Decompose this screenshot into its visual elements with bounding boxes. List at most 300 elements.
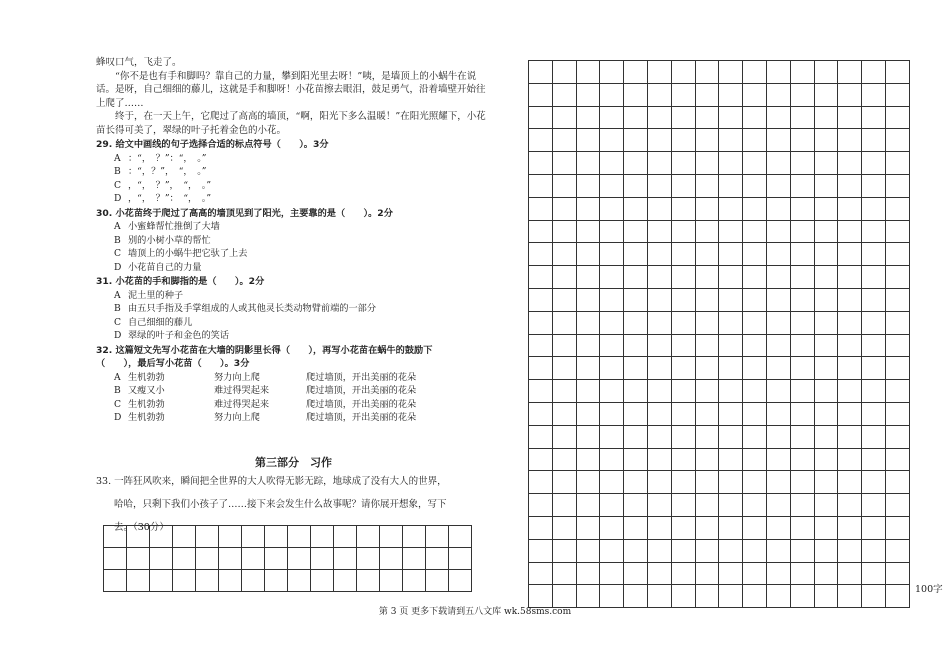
grid-cell[interactable] — [449, 526, 472, 548]
grid-cell[interactable] — [357, 570, 380, 592]
grid-cell[interactable] — [814, 516, 838, 539]
grid-cell[interactable] — [552, 539, 576, 562]
grid-cell[interactable] — [529, 106, 553, 129]
grid-cell[interactable] — [838, 152, 862, 175]
grid-cell[interactable] — [334, 526, 357, 548]
grid-cell[interactable] — [529, 402, 553, 425]
grid-cell[interactable] — [671, 448, 695, 471]
grid-cell[interactable] — [790, 539, 814, 562]
grid-cell[interactable] — [671, 152, 695, 175]
grid-cell[interactable] — [838, 357, 862, 380]
grid-cell[interactable] — [766, 220, 790, 243]
grid-cell[interactable] — [671, 61, 695, 84]
grid-cell[interactable] — [814, 402, 838, 425]
grid-cell[interactable] — [624, 288, 648, 311]
grid-cell[interactable] — [885, 220, 909, 243]
grid-cell[interactable] — [814, 174, 838, 197]
grid-cell[interactable] — [576, 311, 600, 334]
grid-cell[interactable] — [743, 288, 767, 311]
grid-cell[interactable] — [862, 152, 886, 175]
grid-cell[interactable] — [173, 548, 196, 570]
grid-cell[interactable] — [624, 448, 648, 471]
grid-cell[interactable] — [862, 402, 886, 425]
grid-cell[interactable] — [529, 539, 553, 562]
grid-cell[interactable] — [862, 357, 886, 380]
grid-cell[interactable] — [671, 197, 695, 220]
grid-cell[interactable] — [719, 402, 743, 425]
grid-cell[interactable] — [862, 516, 886, 539]
grid-cell[interactable] — [838, 266, 862, 289]
grid-cell[interactable] — [695, 106, 719, 129]
grid-cell[interactable] — [600, 106, 624, 129]
grid-cell[interactable] — [790, 334, 814, 357]
grid-cell[interactable] — [529, 334, 553, 357]
grid-cell[interactable] — [576, 243, 600, 266]
q32-option-c[interactable]: C 生机勃勃 难过得哭起来 爬过墙顶，开出美丽的花朵 — [114, 398, 417, 410]
grid-cell[interactable] — [790, 174, 814, 197]
grid-cell[interactable] — [862, 129, 886, 152]
grid-cell[interactable] — [719, 61, 743, 84]
grid-cell[interactable] — [885, 334, 909, 357]
grid-cell[interactable] — [624, 334, 648, 357]
grid-cell[interactable] — [380, 526, 403, 548]
grid-cell[interactable] — [600, 152, 624, 175]
q32-option-d[interactable]: D 生机勃勃 努力向上爬 爬过墙顶，开出美丽的花朵 — [114, 412, 417, 423]
grid-cell[interactable] — [600, 311, 624, 334]
grid-cell[interactable] — [743, 357, 767, 380]
grid-cell[interactable] — [719, 243, 743, 266]
grid-cell[interactable] — [242, 570, 265, 592]
q31-option-a[interactable]: A 泥土里的种子 — [114, 289, 184, 301]
grid-cell[interactable] — [576, 288, 600, 311]
grid-cell[interactable] — [743, 311, 767, 334]
grid-cell[interactable] — [885, 380, 909, 403]
grid-cell[interactable] — [743, 106, 767, 129]
grid-cell[interactable] — [196, 548, 219, 570]
grid-cell[interactable] — [624, 174, 648, 197]
grid-cell[interactable] — [552, 425, 576, 448]
grid-cell[interactable] — [838, 448, 862, 471]
grid-cell[interactable] — [719, 288, 743, 311]
grid-cell[interactable] — [885, 266, 909, 289]
grid-cell[interactable] — [695, 174, 719, 197]
grid-cell[interactable] — [647, 539, 671, 562]
grid-cell[interactable] — [862, 494, 886, 517]
grid-cell[interactable] — [552, 516, 576, 539]
grid-cell[interactable] — [403, 526, 426, 548]
grid-cell[interactable] — [647, 311, 671, 334]
grid-cell[interactable] — [671, 288, 695, 311]
grid-cell[interactable] — [695, 197, 719, 220]
grid-cell[interactable] — [529, 357, 553, 380]
grid-cell[interactable] — [814, 197, 838, 220]
grid-cell[interactable] — [885, 129, 909, 152]
grid-cell[interactable] — [766, 516, 790, 539]
grid-cell[interactable] — [743, 494, 767, 517]
grid-cell[interactable] — [552, 288, 576, 311]
grid-cell[interactable] — [838, 83, 862, 106]
grid-cell[interactable] — [719, 380, 743, 403]
grid-cell[interactable] — [600, 402, 624, 425]
grid-cell[interactable] — [885, 106, 909, 129]
grid-cell[interactable] — [885, 448, 909, 471]
grid-cell[interactable] — [743, 83, 767, 106]
grid-cell[interactable] — [695, 152, 719, 175]
grid-cell[interactable] — [766, 243, 790, 266]
grid-cell[interactable] — [790, 471, 814, 494]
grid-cell[interactable] — [529, 494, 553, 517]
grid-cell[interactable] — [695, 357, 719, 380]
grid-cell[interactable] — [552, 83, 576, 106]
grid-cell[interactable] — [624, 380, 648, 403]
q32-option-b[interactable]: B 又瘦又小 难过得哭起来 爬过墙顶，开出美丽的花朵 — [114, 385, 417, 396]
grid-cell[interactable] — [719, 357, 743, 380]
grid-cell[interactable] — [647, 357, 671, 380]
grid-cell[interactable] — [814, 243, 838, 266]
grid-cell[interactable] — [426, 526, 449, 548]
grid-cell[interactable] — [743, 425, 767, 448]
grid-cell[interactable] — [600, 334, 624, 357]
grid-cell[interactable] — [529, 311, 553, 334]
grid-cell[interactable] — [862, 288, 886, 311]
q30-option-d[interactable]: D 小花苗自己的力量 — [114, 261, 202, 273]
grid-cell[interactable] — [743, 243, 767, 266]
grid-cell[interactable] — [288, 548, 311, 570]
grid-cell[interactable] — [529, 425, 553, 448]
grid-cell[interactable] — [671, 129, 695, 152]
q29-option-a[interactable]: A ：“， ？”：“， 。” — [114, 152, 207, 164]
grid-cell[interactable] — [695, 83, 719, 106]
grid-cell[interactable] — [790, 243, 814, 266]
grid-cell[interactable] — [885, 311, 909, 334]
grid-cell[interactable] — [647, 106, 671, 129]
grid-cell[interactable] — [885, 516, 909, 539]
grid-cell[interactable] — [766, 539, 790, 562]
grid-cell[interactable] — [671, 516, 695, 539]
grid-cell[interactable] — [695, 288, 719, 311]
grid-cell[interactable] — [624, 220, 648, 243]
grid-cell[interactable] — [529, 129, 553, 152]
grid-cell[interactable] — [576, 539, 600, 562]
grid-cell[interactable] — [624, 402, 648, 425]
grid-cell[interactable] — [766, 311, 790, 334]
grid-cell[interactable] — [173, 570, 196, 592]
grid-cell[interactable] — [600, 129, 624, 152]
grid-cell[interactable] — [790, 562, 814, 585]
grid-cell[interactable] — [862, 539, 886, 562]
grid-cell[interactable] — [838, 197, 862, 220]
grid-cell[interactable] — [624, 311, 648, 334]
grid-cell[interactable] — [600, 380, 624, 403]
grid-cell[interactable] — [576, 152, 600, 175]
grid-cell[interactable] — [838, 562, 862, 585]
grid-cell[interactable] — [743, 334, 767, 357]
grid-cell[interactable] — [838, 243, 862, 266]
grid-cell[interactable] — [766, 334, 790, 357]
grid-cell[interactable] — [814, 562, 838, 585]
grid-cell[interactable] — [885, 152, 909, 175]
grid-cell[interactable] — [743, 562, 767, 585]
grid-cell[interactable] — [529, 152, 553, 175]
grid-cell[interactable] — [600, 288, 624, 311]
grid-cell[interactable] — [624, 539, 648, 562]
grid-cell[interactable] — [647, 562, 671, 585]
grid-cell[interactable] — [862, 197, 886, 220]
grid-cell[interactable] — [576, 448, 600, 471]
q31-option-d[interactable]: D 翠绿的叶子和金色的笑话 — [114, 330, 230, 341]
grid-cell[interactable] — [814, 471, 838, 494]
grid-cell[interactable] — [600, 266, 624, 289]
grid-cell[interactable] — [671, 425, 695, 448]
grid-cell[interactable] — [814, 380, 838, 403]
grid-cell[interactable] — [766, 562, 790, 585]
grid-cell[interactable] — [576, 471, 600, 494]
grid-cell[interactable] — [766, 448, 790, 471]
grid-cell[interactable] — [743, 448, 767, 471]
grid-cell[interactable] — [719, 471, 743, 494]
grid-cell[interactable] — [380, 548, 403, 570]
grid-cell[interactable] — [790, 380, 814, 403]
grid-cell[interactable] — [104, 526, 127, 548]
grid-cell[interactable] — [624, 516, 648, 539]
grid-cell[interactable] — [576, 129, 600, 152]
grid-cell[interactable] — [242, 526, 265, 548]
grid-cell[interactable] — [719, 311, 743, 334]
grid-cell[interactable] — [624, 61, 648, 84]
grid-cell[interactable] — [719, 266, 743, 289]
q30-option-b[interactable]: B 别的小树小草的帮忙 — [114, 234, 211, 246]
grid-cell[interactable] — [790, 357, 814, 380]
grid-cell[interactable] — [552, 152, 576, 175]
grid-cell[interactable] — [790, 425, 814, 448]
grid-cell[interactable] — [647, 174, 671, 197]
grid-cell[interactable] — [862, 106, 886, 129]
grid-cell[interactable] — [885, 243, 909, 266]
grid-cell[interactable] — [529, 266, 553, 289]
grid-cell[interactable] — [127, 548, 150, 570]
grid-cell[interactable] — [790, 311, 814, 334]
grid-cell[interactable] — [104, 570, 127, 592]
grid-cell[interactable] — [885, 494, 909, 517]
grid-cell[interactable] — [838, 129, 862, 152]
grid-cell[interactable] — [862, 61, 886, 84]
grid-cell[interactable] — [885, 174, 909, 197]
grid-cell[interactable] — [150, 548, 173, 570]
grid-cell[interactable] — [695, 448, 719, 471]
grid-cell[interactable] — [695, 562, 719, 585]
grid-cell[interactable] — [719, 106, 743, 129]
grid-cell[interactable] — [624, 357, 648, 380]
grid-cell[interactable] — [695, 380, 719, 403]
grid-cell[interactable] — [719, 448, 743, 471]
grid-cell[interactable] — [814, 311, 838, 334]
grid-cell[interactable] — [719, 516, 743, 539]
grid-cell[interactable] — [334, 570, 357, 592]
grid-cell[interactable] — [576, 562, 600, 585]
grid-cell[interactable] — [838, 334, 862, 357]
grid-cell[interactable] — [671, 106, 695, 129]
grid-cell[interactable] — [576, 197, 600, 220]
grid-cell[interactable] — [766, 61, 790, 84]
grid-cell[interactable] — [647, 266, 671, 289]
grid-cell[interactable] — [719, 174, 743, 197]
grid-cell[interactable] — [552, 197, 576, 220]
grid-cell[interactable] — [814, 106, 838, 129]
grid-cell[interactable] — [576, 106, 600, 129]
grid-cell[interactable] — [671, 243, 695, 266]
grid-cell[interactable] — [647, 220, 671, 243]
grid-cell[interactable] — [647, 83, 671, 106]
grid-cell[interactable] — [838, 106, 862, 129]
grid-cell[interactable] — [838, 471, 862, 494]
grid-cell[interactable] — [242, 548, 265, 570]
grid-cell[interactable] — [766, 425, 790, 448]
grid-cell[interactable] — [695, 402, 719, 425]
q30-option-c[interactable]: C 墙顶上的小蜗牛把它驮了上去 — [114, 248, 248, 259]
grid-cell[interactable] — [552, 448, 576, 471]
grid-cell[interactable] — [334, 548, 357, 570]
grid-cell[interactable] — [862, 448, 886, 471]
grid-cell[interactable] — [552, 334, 576, 357]
grid-cell[interactable] — [814, 129, 838, 152]
grid-cell[interactable] — [265, 548, 288, 570]
grid-cell[interactable] — [743, 539, 767, 562]
grid-cell[interactable] — [647, 380, 671, 403]
grid-cell[interactable] — [766, 288, 790, 311]
grid-cell[interactable] — [766, 402, 790, 425]
grid-cell[interactable] — [671, 539, 695, 562]
grid-cell[interactable] — [790, 448, 814, 471]
grid-cell[interactable] — [790, 83, 814, 106]
grid-cell[interactable] — [814, 61, 838, 84]
grid-cell[interactable] — [885, 425, 909, 448]
grid-cell[interactable] — [600, 197, 624, 220]
grid-cell[interactable] — [838, 516, 862, 539]
grid-cell[interactable] — [624, 425, 648, 448]
grid-cell[interactable] — [576, 61, 600, 84]
grid-cell[interactable] — [743, 266, 767, 289]
grid-cell[interactable] — [104, 548, 127, 570]
grid-cell[interactable] — [790, 152, 814, 175]
grid-cell[interactable] — [600, 174, 624, 197]
grid-cell[interactable] — [576, 83, 600, 106]
grid-cell[interactable] — [862, 334, 886, 357]
grid-cell[interactable] — [766, 83, 790, 106]
grid-cell[interactable] — [219, 570, 242, 592]
q30-option-a[interactable]: A 小蜜蜂帮忙推倒了大墙 — [114, 221, 220, 232]
grid-cell[interactable] — [885, 61, 909, 84]
grid-cell[interactable] — [790, 61, 814, 84]
grid-cell[interactable] — [600, 494, 624, 517]
grid-cell[interactable] — [790, 197, 814, 220]
grid-cell[interactable] — [529, 516, 553, 539]
grid-cell[interactable] — [403, 548, 426, 570]
grid-cell[interactable] — [552, 106, 576, 129]
grid-cell[interactable] — [624, 243, 648, 266]
grid-cell[interactable] — [576, 516, 600, 539]
grid-cell[interactable] — [624, 106, 648, 129]
grid-cell[interactable] — [814, 152, 838, 175]
grid-cell[interactable] — [576, 220, 600, 243]
grid-cell[interactable] — [790, 129, 814, 152]
grid-cell[interactable] — [885, 83, 909, 106]
grid-cell[interactable] — [862, 83, 886, 106]
grid-cell[interactable] — [576, 266, 600, 289]
grid-cell[interactable] — [671, 266, 695, 289]
grid-cell[interactable] — [719, 220, 743, 243]
grid-cell[interactable] — [695, 539, 719, 562]
grid-cell[interactable] — [552, 174, 576, 197]
grid-cell[interactable] — [196, 526, 219, 548]
grid-cell[interactable] — [647, 334, 671, 357]
grid-cell[interactable] — [766, 471, 790, 494]
grid-cell[interactable] — [790, 494, 814, 517]
grid-cell[interactable] — [600, 61, 624, 84]
grid-cell[interactable] — [671, 334, 695, 357]
grid-cell[interactable] — [719, 539, 743, 562]
grid-cell[interactable] — [529, 243, 553, 266]
grid-cell[interactable] — [790, 106, 814, 129]
grid-cell[interactable] — [671, 174, 695, 197]
grid-cell[interactable] — [624, 266, 648, 289]
writing-grid-large[interactable] — [528, 60, 910, 608]
grid-cell[interactable] — [600, 471, 624, 494]
grid-cell[interactable] — [814, 357, 838, 380]
grid-cell[interactable] — [600, 220, 624, 243]
grid-cell[interactable] — [743, 380, 767, 403]
grid-cell[interactable] — [885, 288, 909, 311]
grid-cell[interactable] — [552, 380, 576, 403]
grid-cell[interactable] — [862, 425, 886, 448]
grid-cell[interactable] — [838, 494, 862, 517]
grid-cell[interactable] — [766, 357, 790, 380]
grid-cell[interactable] — [529, 220, 553, 243]
grid-cell[interactable] — [695, 311, 719, 334]
grid-cell[interactable] — [311, 570, 334, 592]
grid-cell[interactable] — [885, 402, 909, 425]
grid-cell[interactable] — [624, 562, 648, 585]
grid-cell[interactable] — [695, 243, 719, 266]
grid-cell[interactable] — [766, 266, 790, 289]
grid-cell[interactable] — [624, 471, 648, 494]
grid-cell[interactable] — [647, 288, 671, 311]
grid-cell[interactable] — [695, 220, 719, 243]
grid-cell[interactable] — [576, 494, 600, 517]
grid-cell[interactable] — [838, 174, 862, 197]
grid-cell[interactable] — [719, 152, 743, 175]
grid-cell[interactable] — [552, 266, 576, 289]
grid-cell[interactable] — [743, 152, 767, 175]
grid-cell[interactable] — [862, 311, 886, 334]
grid-cell[interactable] — [624, 83, 648, 106]
grid-cell[interactable] — [719, 334, 743, 357]
grid-cell[interactable] — [790, 220, 814, 243]
grid-cell[interactable] — [862, 243, 886, 266]
grid-cell[interactable] — [743, 129, 767, 152]
grid-cell[interactable] — [814, 448, 838, 471]
grid-cell[interactable] — [576, 402, 600, 425]
grid-cell[interactable] — [838, 539, 862, 562]
grid-cell[interactable] — [695, 266, 719, 289]
grid-cell[interactable] — [671, 562, 695, 585]
grid-cell[interactable] — [600, 83, 624, 106]
grid-cell[interactable] — [357, 548, 380, 570]
grid-cell[interactable] — [862, 266, 886, 289]
grid-cell[interactable] — [814, 83, 838, 106]
grid-cell[interactable] — [695, 471, 719, 494]
q31-option-b[interactable]: B 由五只手指及手掌组成的人或其他灵长类动物臂前端的一部分 — [114, 303, 377, 314]
grid-cell[interactable] — [529, 562, 553, 585]
